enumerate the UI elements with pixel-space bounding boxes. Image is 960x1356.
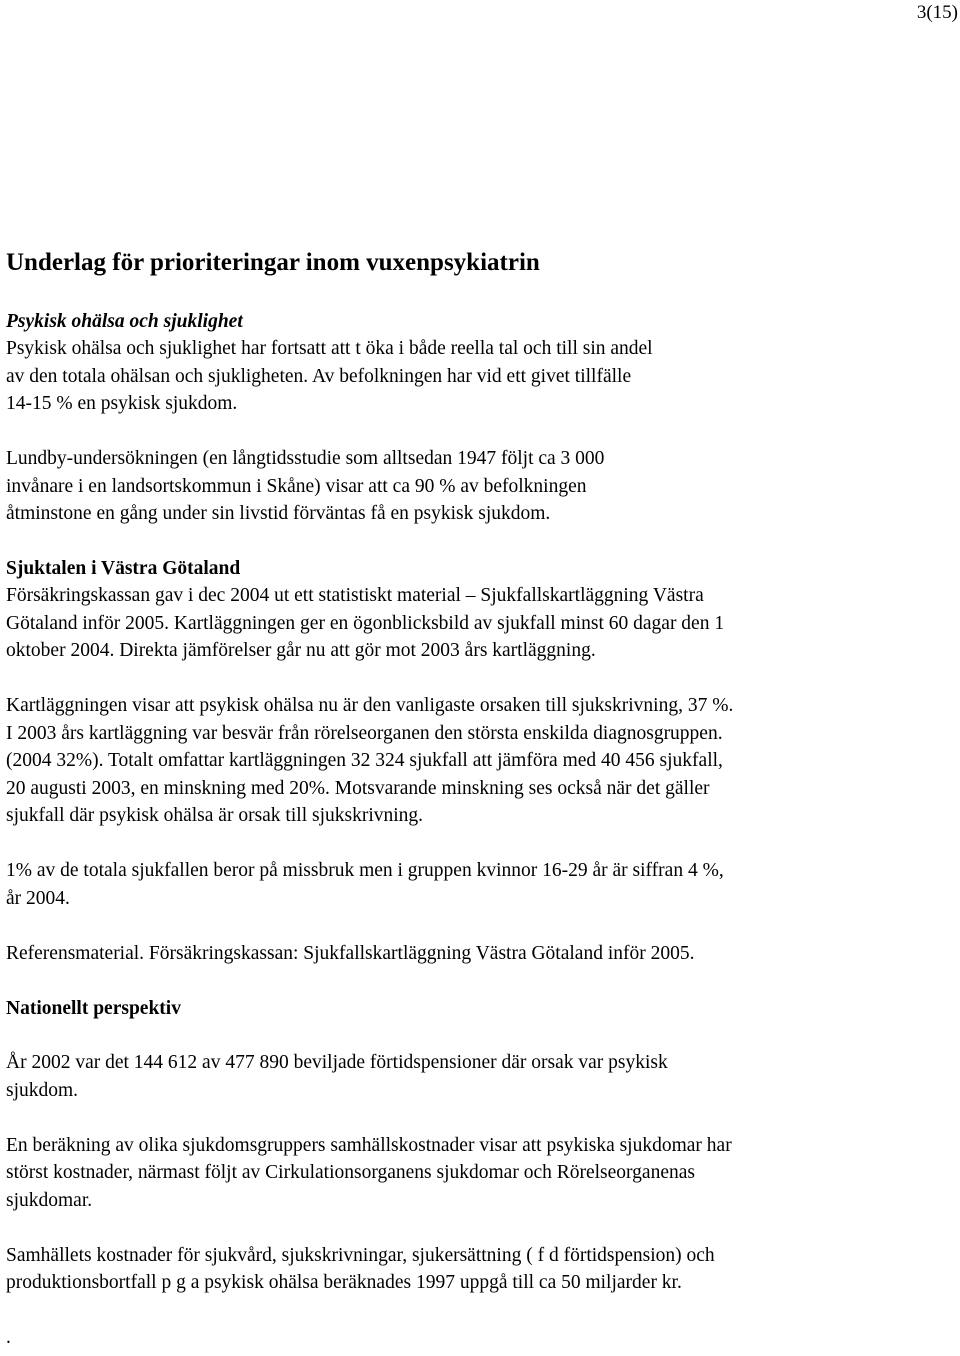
document-body xyxy=(6,246,946,1351)
paragraph: Kartläggningen visar att psykisk ohälsa nu är den vanligaste orsaken till sjukskrivning, 37 %. I 2003 års kartläggning var besvär från rörelseorganen den största enskilda diagnosgruppen. (2004 32%). Totalt omfattar kartläggningen 32 324 sjukfall att jämföra med 40 456 sjukfall, 20 augusti 2003, en minskning med 20%. Motsvarande minskning ses också när det gäller sjukfall där psykisk ohälsa är orsak till sjukskrivning. xyxy=(6,695,734,826)
trailing-mark: . xyxy=(6,1327,11,1348)
paragraph: Samhällets kostnader för sjukvård, sjukskrivningar, sjukersättning ( f d förtidspension) och produktionsbortfall p g a psykisk ohälsa beräknades 1997 uppgå till ca 50 miljarder kr. xyxy=(6,1244,715,1293)
paragraph: Referensmaterial. Försäkringskassan: Sjukfallskartläggning Västra Götaland inför 2005. xyxy=(6,942,695,964)
paragraph: Lundby-undersökningen (en långtidsstudie som alltsedan 1947 följt ca 3 000 invånare i en landsortskommun i Skåne) visar att ca 90 % av befolkningen åtminstone en gång under sin livstid förväntas få en psykisk sjukdom. xyxy=(6,448,605,524)
page-number: 3(15) xyxy=(916,2,958,23)
paragraph: Psykisk ohälsa och sjuklighet har fortsatt att t öka i både reella tal och till sin andel av den totala ohälsan och sjukligheten. Av befolkningen har vid ett givet tillfälle 14-15 % en psykisk sjukdom. xyxy=(6,338,653,414)
paragraph: År 2002 var det 144 612 av 477 890 beviljade förtidspensioner där orsak var psykisk sjukdom. xyxy=(6,1052,668,1101)
document-title: Underlag för prioriteringar inom vuxenpsykiatrin xyxy=(6,249,540,276)
paragraph: En beräkning av olika sjukdomsgruppers samhällskostnader visar att psykiska sjukdomar har störst kostnader, närmast följt av Cirkulationsorganens sjukdomar och Rörelseorganenas sjukdomar. xyxy=(6,1134,732,1211)
section-heading-sjuktalen: Sjuktalen i Västra Götaland xyxy=(6,558,241,579)
paragraph: 1% av de totala sjukfallen beror på missbruk men i gruppen kvinnor 16-29 år är siffran 4 %, år 2004. xyxy=(6,860,724,909)
section-heading-psykisk-ohalsa: Psykisk ohälsa och sjuklighet xyxy=(6,311,243,332)
section-heading-nationellt: Nationellt perspektiv xyxy=(6,997,181,1019)
paragraph: Försäkringskassan gav i dec 2004 ut ett statistiskt material – Sjukfallskartläggning Västra Götaland inför 2005. Kartläggningen ger en ögonblicksbild av sjukfall minst 60 dagar den 1 oktober 2004. Direkta jämförelser går nu att gör mot 2003 års kartläggning. xyxy=(6,585,725,661)
